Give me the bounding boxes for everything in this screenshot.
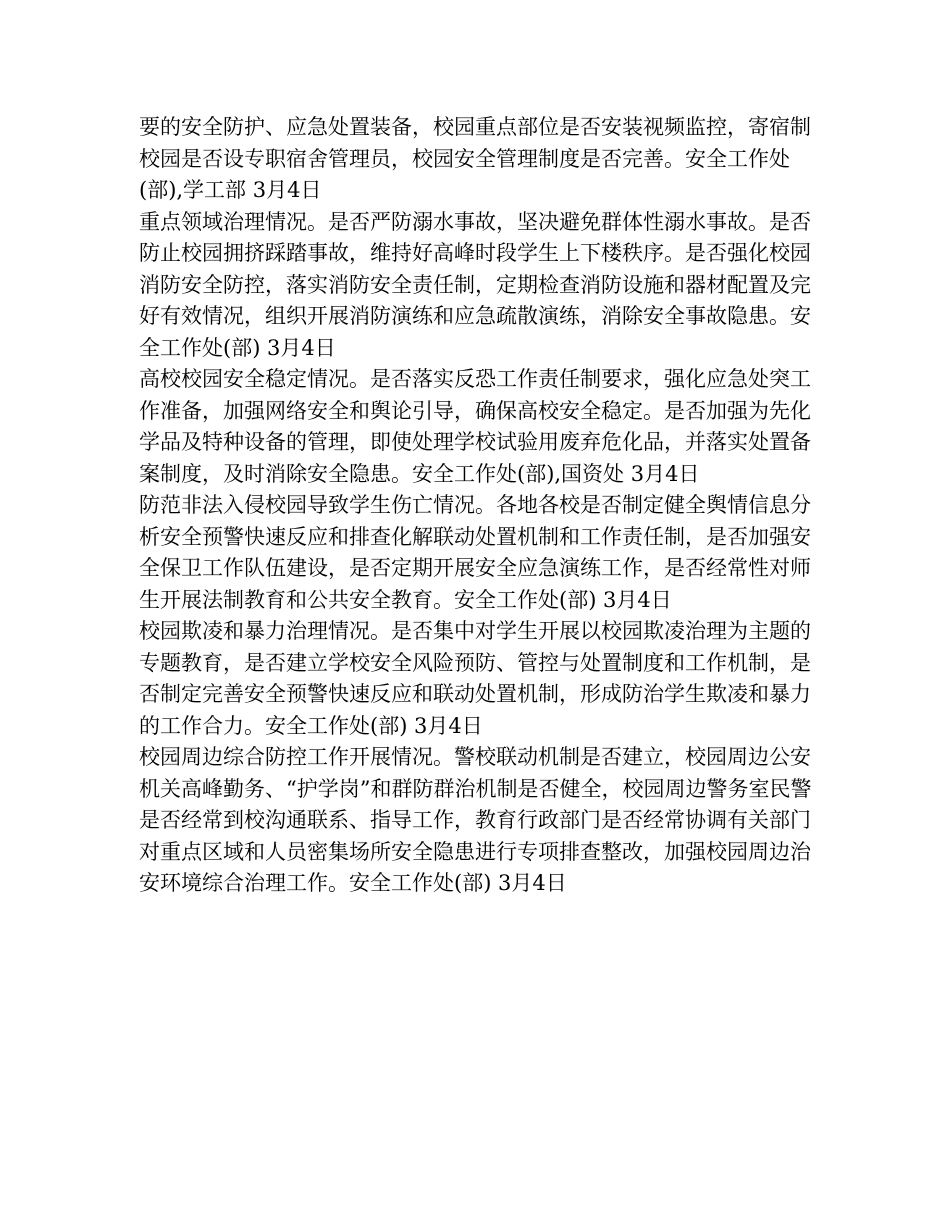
- paragraph-facility-equipment: 要的安全防护、应急处置装备，校园重点部位是否安装视频监控，寄宿制校园是否设专职宿舍管理员，校园安全管理制度是否完善。安全工作处(部),学工部 3月4日: [139, 115, 811, 202]
- paragraph-key-areas: 重点领域治理情况。是否严防溺水事故，坚决避免群体性溺水事故。是否防止校园拥挤踩踏事故，维持好高峰时段学生上下楼秩序。是否强化校园消防安全防控，落实消防安全责任制，定期检查消防设施和器材配置及完好有效情况，组织开展消防演练和应急疏散演练，消除安全事故隐患。安全工作处(部) 3月4日: [139, 209, 811, 360]
- paragraph-university-stability: 高校校园安全稳定情况。是否落实反恐工作责任制要求，强化应急处突工作准备，加强网络安全和舆论引导，确保高校安全稳定。是否加强为先化学品及特种设备的管理，即使处理学校试验用废弃危化品，并落实处置备案制度，及时消除安全隐患。安全工作处(部),国资处 3月4日: [139, 367, 811, 486]
- paragraph-bullying: 校园欺凌和暴力治理情况。是否集中对学生开展以校园欺凌治理为主题的专题教育，是否建立学校安全风险预防、管控与处置制度和工作机制，是否制定完善安全预警快速反应和联动处置机制，形成防治学生欺凌和暴力的工作合力。安全工作处(部) 3月4日: [139, 619, 811, 738]
- paragraph-campus-surroundings: 校园周边综合防控工作开展情况。警校联动机制是否建立，校园周边公安机关高峰勤务、“护学岗”和群防群治机制是否健全，校园周边警务室民警是否经常到校沟通联系、指导工作，教育行政部门是否经常协调有关部门对重点区域和人员密集场所安全隐患进行专项排查整改，加强校园周边治安环境综合治理工作。安全工作处(部) 3月4日: [139, 745, 812, 895]
- document-body: [139, 112, 819, 900]
- paragraph-illegal-intrusion: 防范非法入侵校园导致学生伤亡情况。各地各校是否制定健全舆情信息分析安全预警快速反应和排查化解联动处置机制和工作责任制，是否加强安全保卫工作队伍建设，是否定期开展安全应急演练工作，是否经常性对师生开展法制教育和公共安全教育。安全工作处(部) 3月4日: [139, 493, 811, 612]
